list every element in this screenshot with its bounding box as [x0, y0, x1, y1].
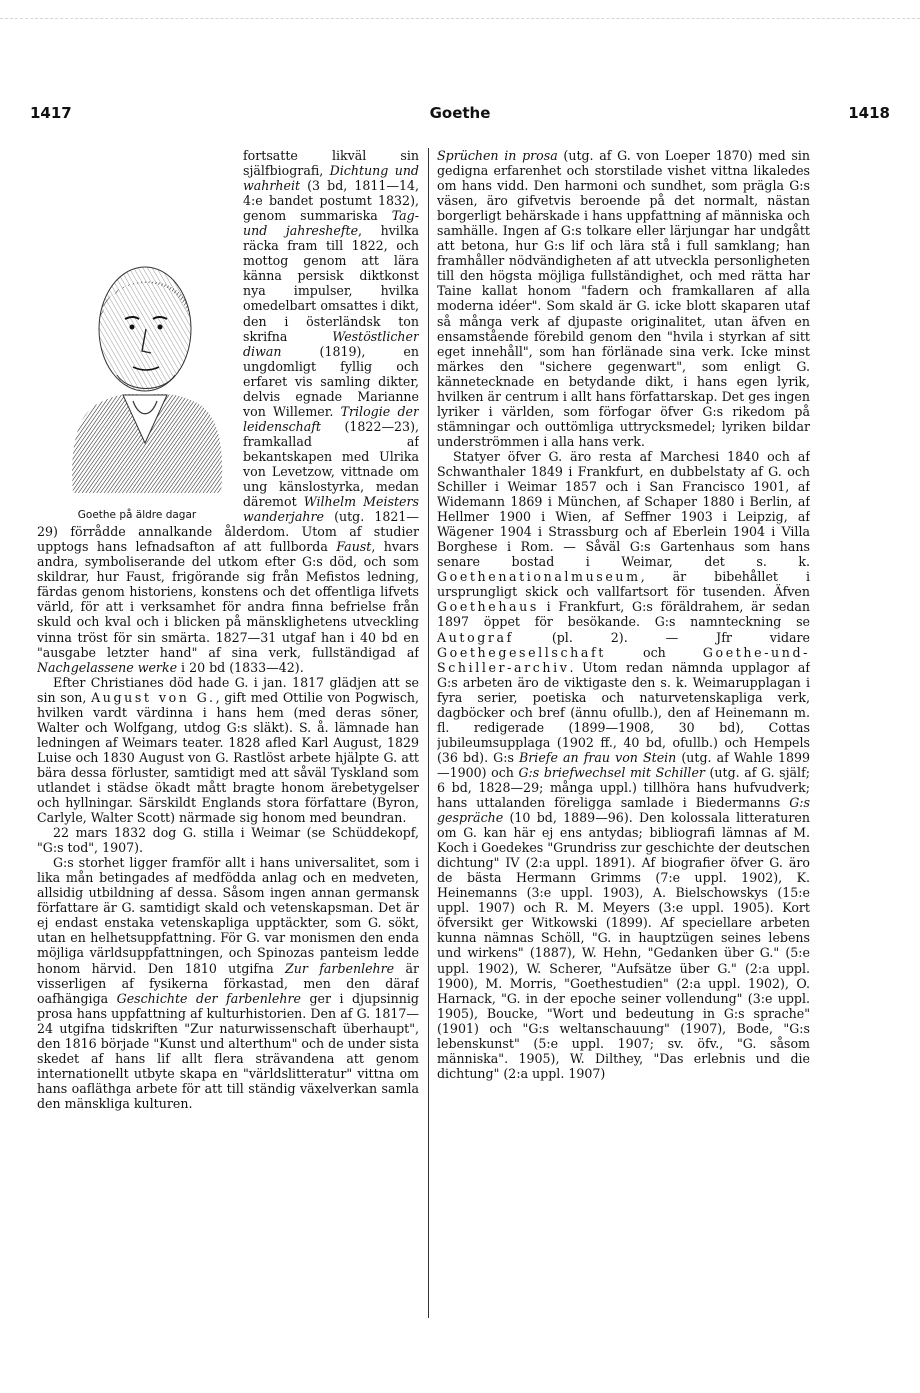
page-header	[30, 104, 890, 134]
left-column	[37, 148, 419, 1328]
page-number-left: 1417	[30, 104, 72, 122]
portrait-caption: Goethe på äldre dagar	[77, 509, 197, 521]
running-title: Goethe	[429, 104, 491, 122]
portrait-figure	[37, 148, 237, 521]
scan-edge-line	[0, 18, 920, 20]
goethe-portrait-image	[59, 243, 231, 493]
paragraph-5: Sprüchen in prosa (utg. af G. von Loeper 1870) med sin gedigna erfarenhet och storstilade vishet vittna likaledes om hans vidd. Den harmoni och sundhet, som prägla G:s väsen, äro gifvetvis beroende på det normalt, nästan borgerligt behärskade i hans uppfattning af människa och samhälle. Ingen af G:s tolkare eller lärjungar har undgått att betona, hur G:s lif och lära stå i full samklang; han framhåller nödvändigheten af att utveckla personligheten till den högsta möjliga fullständighet, och med rätta har Taine kallat honom "fadern och framkallaren af alla moderna idéer". Som skald är G. icke blott skaparen utaf så många verk af djupaste originalitet, utan äfven en ensamstående förebild genom den "hvila i styrkan af sitt eget innehåll", som han förlänade sina verk. Icke minst märkes den "sichere gegenwart", som enligt G. kännetecknade en betydande dikt, i hans egen lyrik, hvilken är centrum i allt hans författarskap. Det ges ingen lyriker i världen, som förfogar öfver G:s rikedom på stämningar och outtömliga uttrycksmedel; lyriken bildar underströmmen i alla hans verk.	[437, 148, 810, 449]
paragraph-3: 22 mars 1832 dog G. stilla i Weimar (se Schüddekopf, "G:s tod", 1907).	[37, 825, 419, 856]
column-divider	[428, 148, 429, 1318]
paragraph-1: fortsatte likväl sin själfbiografi, Dichtung und wahrheit (3 bd, 1811—14, 4:e bandet postumt 1832), genom summariska Tag- und jahreshefte, hvilka räcka fram till 1822, och mottog genom att lära känna persisk diktkonst nya impulser, hvilka omedelbart omsattes i dikt, den i österländsk ton skrifna Westöstlicher diwan (1819), en ungdomligt fyllig och erfaret vis samling dikter, delvis egnade Marianne von Willemer. Trilogie der leidenschaft (1822—23), framkallad af bekantskapen med Ulrika von Levetzow, vittnade om ung känslostyrka, medan däremot Wilhelm Meisters wanderjahre (utg. 1821—29) förrådde annalkande ålderdom. Utom af studier upptogs hans lefnadsafton af att fullborda Faust, hvars andra, symboliserande del utkom efter G:s död, och som skildrar, hur Faust, frigörande sig från Mefistos ledning, färdas genom historiens, konstens och det offentliga lifvets värld, för att i verksamhet för andra finna befrielse från skuld och kval och i blicken på mänsklighetens utveckling vinna tröst för sin smärta. 1827—31 utgaf han i 40 bd en "ausgabe letzter hand" af sina verk, fullständigad af Nachgelassene werke i 20 bd (1833—42).	[37, 148, 419, 675]
paragraph-4: G:s storhet ligger framför allt i hans universalitet, som i lika mån betingades af medfödda anlag och en medveten, allsidig utbildning af dessa. Såsom ingen annan germansk författare är G. samtidigt skald och vetenskapsman. Det är ej endast enstaka vetenskapliga upptäckter, som G. sökt, utan en helhetsuppfattning. För G. var monismen den enda möjliga världsuppfattningen, och Spinozas panteism ledde honom härvid. Den 1810 utgifna Zur farbenlehre är visserligen af fysikerna förkastad, men den däraf oafhängiga Geschichte der farbenlehre ger i djupsinnig prosa hans uppfattning af kulturhistorien. Den af G. 1817—24 utgifna tidskriften "Zur naturwissenschaft überhaupt", den 1816 började "Kunst und alterthum" och de under sista skedet af hans lif allt flera strävandena att genom internationellt utbyte skapa en "världslitteratur" vittna om hans oafläthga arbete för att till ständig växelverkan samla den mänskliga kulturen.	[37, 855, 419, 1111]
page-number-right: 1418	[848, 104, 890, 122]
paragraph-2: Efter Christianes död hade G. i jan. 1817 glädjen att se sin son, August von G., gift med Ottilie von Pogwisch, hvilken vardt värdinna i hans hem (med deras söner, Walter och Wolfgang, utdog G:s släkt). S. å. lämnade han ledningen af Weimars teater. 1828 afled Karl August, 1829 Luise och 1830 August von G. Rastlöst arbete hjälpte G. att bära dessa förluster, samtidigt med att såväl Tyskland som utlandet i städse ökadt mått bragte honom ärebetygelser och hyllningar. Särskildt Englands stora författare (Byron, Carlyle, Walter Scott) närmade sig honom med beundran.	[37, 674, 419, 826]
right-column	[437, 148, 810, 1328]
paragraph-6: Statyer öfver G. äro resta af Marchesi 1840 och af Schwanthaler 1849 i Frankfurt, en dubbelstaty af G. och Schiller i Weimar 1857 och i San Francisco 1901, af Widemann 1869 i München, af Schaper 1880 i Berlin, af Hellmer 1900 i Wien, af Seffner 1903 i Leipzig, af Wägener 1904 i Strassburg och af Eberlein 1904 i Villa Borghese i Rom. — Såväl G:s Gartenhaus som hans senare bostad i Weimar, det s. k. Goethenationalmuseum, är bibehållet i ursprungligt skick och vallfartsort för tusenden. Äfven Goethehaus i Frankfurt, G:s föräldrahem, är sedan 1897 öppet för besökande. G:s namnteckning se Autograf (pl. 2). — Jfr vidare Goethegesellschaft och Goethe-und-Schiller-archiv. Utom redan nämnda upplagor af G:s arbeten äro de viktigaste den s. k. Weimarupplagan i fyra serier, poetiska och naturvetenskapliga verk, dagböcker och bref (ännu ofullb.), den af Heinemann m. fl. redigerade (1899—1908, 30 bd), Cottas jubileumsupplaga (1902 ff., 40 bd, ofullb.) och Hempels (36 bd). G:s Briefe an frau von Stein (utg. af Wahle 1899—1900) och G:s briefwechsel mit Schiller (utg. af G. själf; 6 bd, 1828—29; många uppl.) tillhöra hans hufvudverk; hans uttalanden föreligga samlade i Biedermanns G:s gespräche (10 bd, 1889—96). Den kolossala litteraturen om G. kan här ej ens antydas; bibliografi lämnas af M. Koch i Goedekes "Grundriss zur geschichte der deutschen dichtung" IV (2:a uppl. 1891). Af biografier öfver G. äro de bästa Hermann Grimms (7:e uppl. 1902), K. Heinemanns (3:e uppl. 1903), A. Bielschowskys (15:e uppl. 1907) och R. M. Meyers (3:e uppl. 1905). Kort öfversikt ger Witkowski (1899). Af speciellare arbeten kunna nämnas Schöll, "G. in hauptzügen seines lebens und wirkens" (1887), W. Hehn, "Gedanken über G." (5:e uppl. 1902), W. Scherer, "Aufsätze über G." (2:a uppl. 1900), M. Morris, "Goethestudien" (2:a uppl. 1902), O. Harnack, "G. in der epoche seiner vollendung" (3:e uppl. 1905), Boucke, "Wort und bedeutung in G:s sprache" (1901) och "G:s weltanschauung" (1907), Bode, "G:s lebenskunst" (5:e uppl. 1907; sv. öfv., "G. såsom människa". 1905), W. Dilthey, "Das erlebnis und die dichtung" (2:a uppl. 1907)	[437, 448, 810, 1081]
